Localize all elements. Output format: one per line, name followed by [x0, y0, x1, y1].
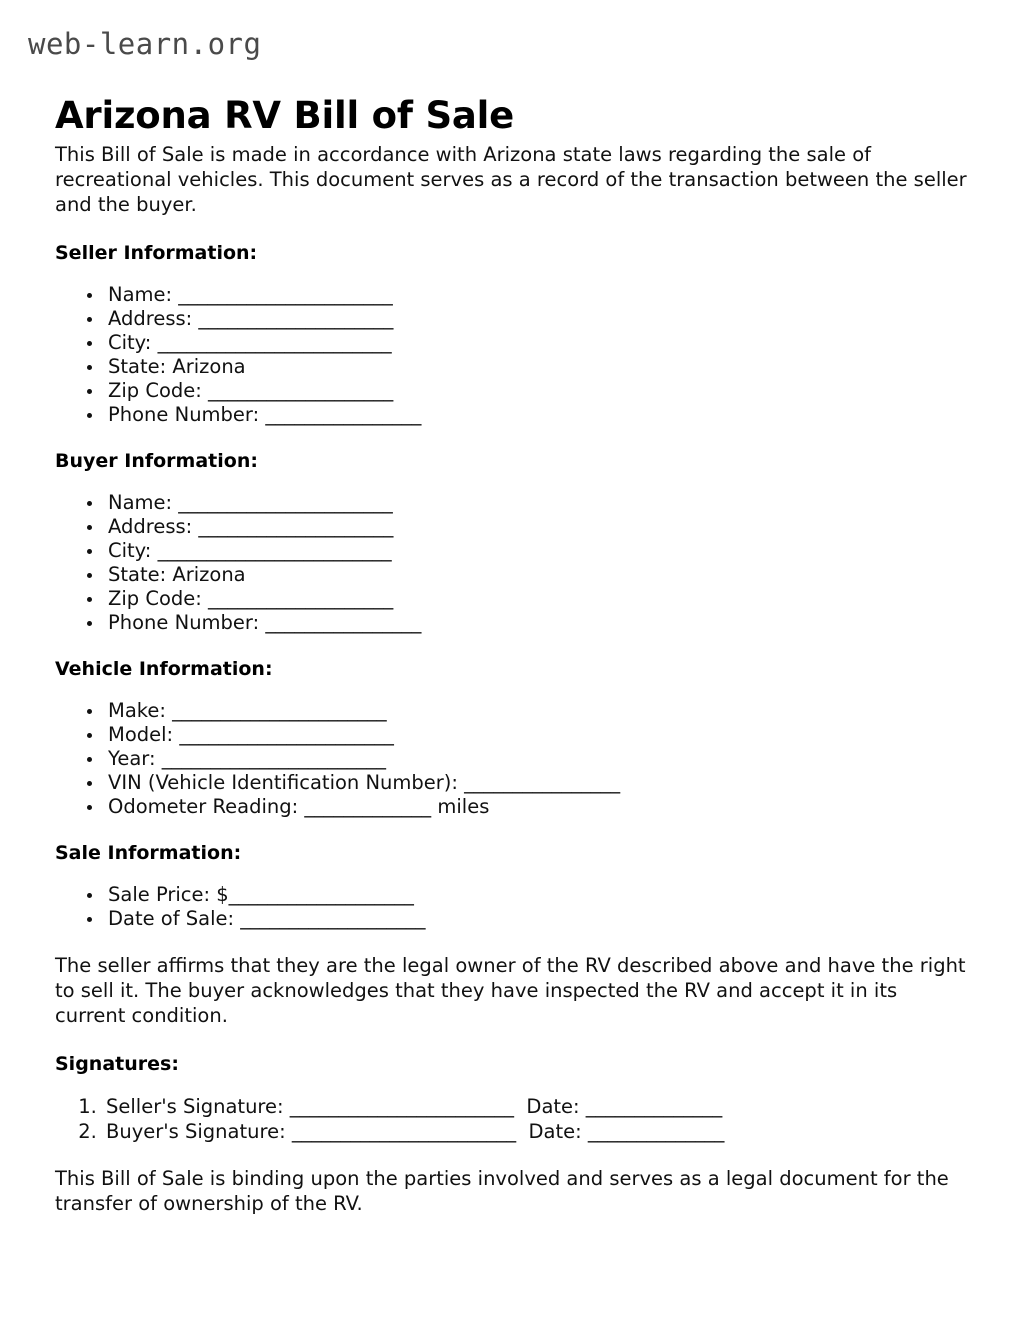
list-item: • Date of Sale: ___________________: [104, 907, 970, 931]
list-item: • Name: ______________________: [104, 491, 970, 515]
spacer: [55, 427, 970, 449]
list-item: • City: ________________________: [104, 331, 970, 355]
signature-list: [55, 1094, 970, 1144]
section-heading-vehicle: Vehicle Information:: [55, 658, 273, 680]
list-item: • Model: ______________________: [104, 723, 970, 747]
buyer-field-list: [55, 491, 970, 635]
spacer: [55, 265, 970, 283]
vehicle-field-list: [55, 699, 970, 819]
spacer: [55, 473, 970, 491]
seller-field-list: [55, 283, 970, 427]
list-item: • State: Arizona: [104, 355, 970, 379]
spacer: [55, 1076, 970, 1094]
site-brand: web-learn.org: [28, 27, 262, 61]
spacer: [55, 635, 970, 657]
list-item: 1. Seller's Signature: _______________________ Date: ______________: [103, 1094, 970, 1119]
spacer: [55, 819, 970, 841]
spacer: [55, 1144, 970, 1166]
page-title: Arizona RV Bill of Sale: [55, 93, 515, 137]
list-item: 2. Buyer's Signature: _______________________ Date: ______________: [103, 1119, 970, 1144]
section-heading-seller: Seller Information:: [55, 242, 258, 264]
spacer: [55, 865, 970, 883]
affirmation-paragraph: The seller affirms that they are the legal owner of the RV described above and have the right to sell it. The buyer acknowledges that they have inspected the RV and accept it in its current condition.: [55, 954, 966, 1027]
list-item: • Sale Price: $___________________: [104, 883, 970, 907]
list-item: • Make: ______________________: [104, 699, 970, 723]
list-item: • VIN (Vehicle Identification Number): ________________: [104, 771, 970, 795]
list-item: • Phone Number: ________________: [104, 403, 970, 427]
list-item: • State: Arizona: [104, 563, 970, 587]
list-item: • Address: ____________________: [104, 515, 970, 539]
list-item: • Address: ____________________: [104, 307, 970, 331]
list-item: • Phone Number: ________________: [104, 611, 970, 635]
intro-paragraph: This Bill of Sale is made in accordance with Arizona state laws regarding the sale of recreational vehicles. This document serves as a record of the transaction between the seller and the buyer.: [55, 143, 967, 216]
spacer: [55, 931, 970, 953]
list-item: • Odometer Reading: _____________ miles: [104, 795, 970, 819]
list-item: • Year: _______________________: [104, 747, 970, 771]
section-heading-signatures: Signatures:: [55, 1053, 179, 1075]
closing-paragraph: This Bill of Sale is binding upon the parties involved and serves as a legal document for the transfer of ownership of the RV.: [55, 1167, 949, 1215]
spacer: [55, 681, 970, 699]
spacer: [55, 1028, 970, 1052]
spacer: [55, 217, 970, 241]
list-item: • Zip Code: ___________________: [104, 379, 970, 403]
list-item: • Name: ______________________: [104, 283, 970, 307]
list-item: • Zip Code: ___________________: [104, 587, 970, 611]
document-body: [55, 142, 970, 1216]
section-heading-buyer: Buyer Information:: [55, 450, 258, 472]
section-heading-sale: Sale Information:: [55, 842, 242, 864]
list-item: • City: ________________________: [104, 539, 970, 563]
sale-field-list: [55, 883, 970, 931]
